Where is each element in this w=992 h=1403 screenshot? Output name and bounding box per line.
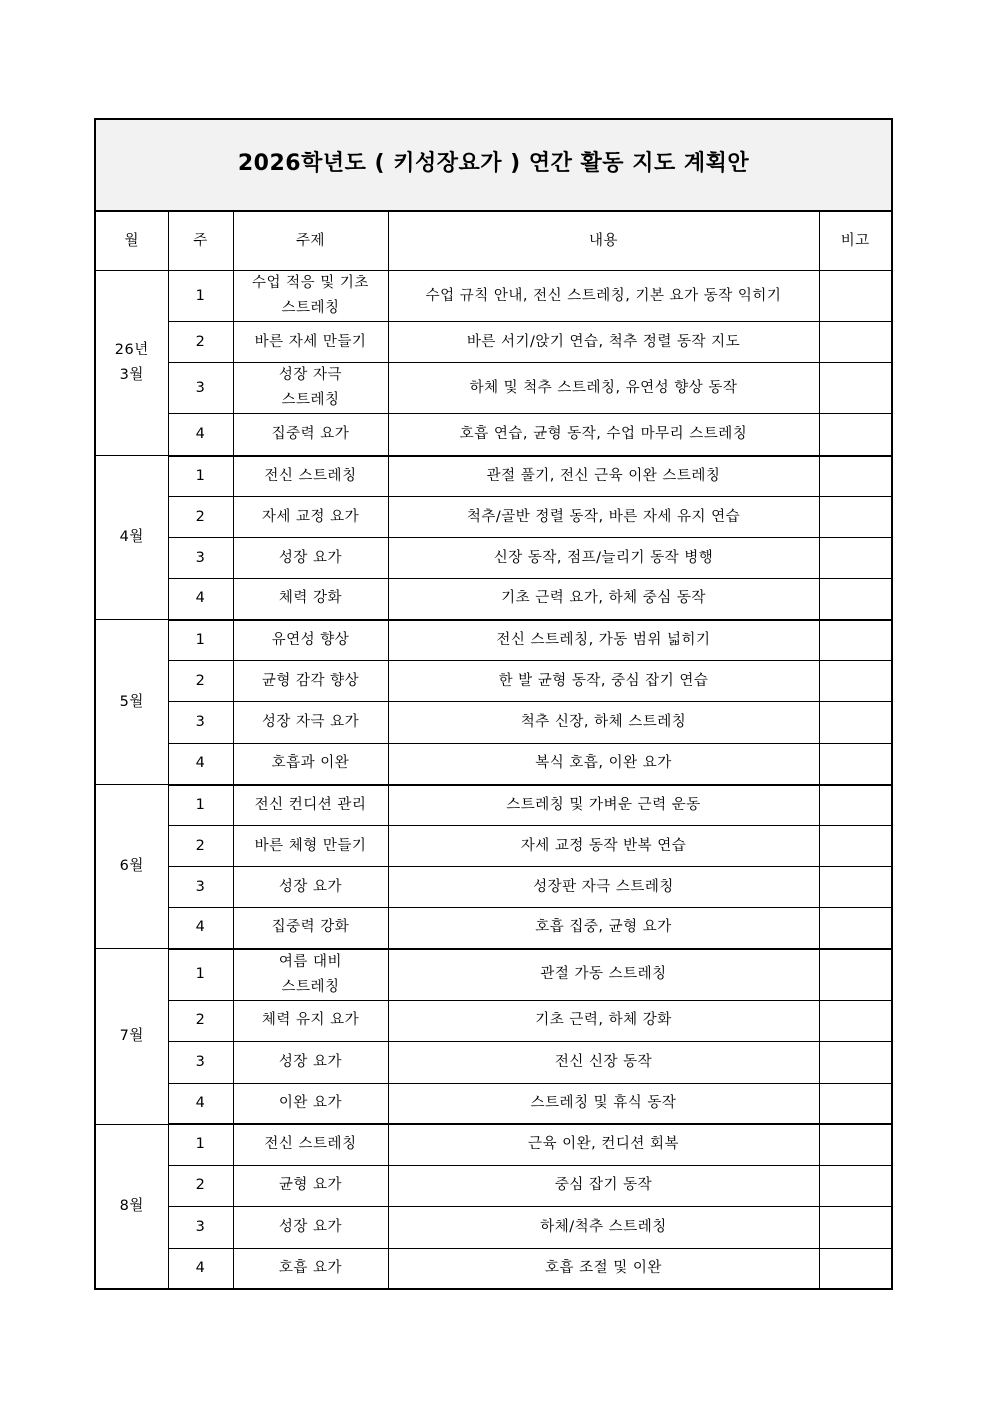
week-cell: 4 — [168, 1083, 233, 1124]
topic-cell: 여름 대비 스트레칭 — [233, 949, 388, 1001]
table-row — [95, 826, 892, 867]
note-cell — [819, 1206, 892, 1248]
topic-cell: 균형 감각 향상 — [233, 661, 388, 702]
topic-cell: 성장 요가 — [233, 1206, 388, 1248]
week-cell: 1 — [168, 1124, 233, 1165]
topic-cell: 바른 자세 만들기 — [233, 322, 388, 363]
week-cell: 1 — [168, 620, 233, 661]
week-cell: 2 — [168, 661, 233, 702]
month-cell: 6월 — [95, 785, 168, 949]
note-cell — [819, 271, 892, 322]
content-cell: 하체/척추 스트레칭 — [388, 1206, 819, 1248]
topic-cell: 이완 요가 — [233, 1083, 388, 1124]
note-cell — [819, 1041, 892, 1083]
week-cell: 1 — [168, 456, 233, 497]
table-row — [95, 363, 892, 414]
table-row — [95, 414, 892, 456]
topic-cell: 전신 스트레칭 — [233, 1124, 388, 1165]
content-cell: 스트레칭 및 휴식 동작 — [388, 1083, 819, 1124]
topic-cell: 성장 자극 요가 — [233, 702, 388, 744]
note-cell — [819, 826, 892, 867]
title-cell — [95, 119, 892, 211]
topic-cell: 성장 자극 스트레칭 — [233, 363, 388, 414]
table-row — [95, 949, 892, 1001]
note-cell — [819, 497, 892, 538]
table-row — [95, 456, 892, 497]
week-cell: 3 — [168, 1206, 233, 1248]
note-cell — [819, 867, 892, 908]
table-row — [95, 908, 892, 949]
topic-cell: 성장 요가 — [233, 867, 388, 908]
content-cell: 복식 호흡, 이완 요가 — [388, 744, 819, 785]
topic-cell: 유연성 향상 — [233, 620, 388, 661]
table-row — [95, 867, 892, 908]
week-cell: 2 — [168, 1000, 233, 1041]
table-row — [95, 1248, 892, 1289]
note-cell — [819, 1000, 892, 1041]
table-row — [95, 1083, 892, 1124]
table-row — [95, 785, 892, 826]
table-row — [95, 497, 892, 538]
content-cell: 스트레칭 및 가벼운 근력 운동 — [388, 785, 819, 826]
week-cell: 4 — [168, 414, 233, 456]
week-cell: 4 — [168, 1248, 233, 1289]
table-row — [95, 744, 892, 785]
content-cell: 신장 동작, 점프/늘리기 동작 병행 — [388, 538, 819, 579]
week-cell: 3 — [168, 702, 233, 744]
note-cell — [819, 949, 892, 1001]
title-row — [95, 119, 892, 211]
note-cell — [819, 538, 892, 579]
header-row — [95, 211, 892, 271]
table-row — [95, 1000, 892, 1041]
content-cell: 관절 가동 스트레칭 — [388, 949, 819, 1001]
table-row — [95, 620, 892, 661]
topic-cell: 호흡 요가 — [233, 1248, 388, 1289]
topic-cell: 집중력 요가 — [233, 414, 388, 456]
note-cell — [819, 702, 892, 744]
note-cell — [819, 456, 892, 497]
content-cell: 전신 스트레칭, 가동 범위 넓히기 — [388, 620, 819, 661]
topic-cell: 균형 요가 — [233, 1165, 388, 1206]
content-cell: 하체 및 척추 스트레칭, 유연성 향상 동작 — [388, 363, 819, 414]
content-cell: 근육 이완, 컨디션 회복 — [388, 1124, 819, 1165]
table-row — [95, 702, 892, 744]
week-cell: 2 — [168, 1165, 233, 1206]
topic-cell: 성장 요가 — [233, 1041, 388, 1083]
annual-plan-table — [94, 118, 893, 1290]
content-cell: 호흡 조절 및 이완 — [388, 1248, 819, 1289]
note-cell — [819, 1248, 892, 1289]
content-cell: 척추/골반 정렬 동작, 바른 자세 유지 연습 — [388, 497, 819, 538]
note-cell — [819, 744, 892, 785]
note-cell — [819, 579, 892, 620]
note-cell — [819, 322, 892, 363]
note-cell — [819, 1083, 892, 1124]
note-cell — [819, 414, 892, 456]
header-week: 주 — [168, 211, 233, 271]
note-cell — [819, 785, 892, 826]
content-cell: 수업 규칙 안내, 전신 스트레칭, 기본 요가 동작 익히기 — [388, 271, 819, 322]
week-cell: 4 — [168, 744, 233, 785]
week-cell: 2 — [168, 497, 233, 538]
month-cell: 8월 — [95, 1124, 168, 1289]
table-row — [95, 538, 892, 579]
topic-cell: 집중력 강화 — [233, 908, 388, 949]
week-cell: 1 — [168, 949, 233, 1001]
topic-cell: 자세 교정 요가 — [233, 497, 388, 538]
note-cell — [819, 1124, 892, 1165]
week-cell: 1 — [168, 271, 233, 322]
table-row — [95, 1124, 892, 1165]
content-cell: 전신 신장 동작 — [388, 1041, 819, 1083]
content-cell: 척추 신장, 하체 스트레칭 — [388, 702, 819, 744]
content-cell: 기초 근력 요가, 하체 중심 동작 — [388, 579, 819, 620]
week-cell: 3 — [168, 363, 233, 414]
month-cell: 7월 — [95, 949, 168, 1125]
document-title: 2026학년도 ( 키성장요가 ) 연간 활동 지도 계획안 — [237, 151, 750, 176]
content-cell: 성장판 자극 스트레칭 — [388, 867, 819, 908]
topic-cell: 수업 적응 및 기초 스트레칭 — [233, 271, 388, 322]
month-cell: 26년 3월 — [95, 271, 168, 456]
week-cell: 4 — [168, 579, 233, 620]
month-cell: 4월 — [95, 456, 168, 620]
note-cell — [819, 908, 892, 949]
topic-cell: 성장 요가 — [233, 538, 388, 579]
table-row — [95, 271, 892, 322]
table-row — [95, 661, 892, 702]
topic-cell: 체력 유지 요가 — [233, 1000, 388, 1041]
header-topic: 주제 — [233, 211, 388, 271]
note-cell — [819, 1165, 892, 1206]
week-cell: 2 — [168, 322, 233, 363]
topic-cell: 호흡과 이완 — [233, 744, 388, 785]
header-content: 내용 — [388, 211, 819, 271]
week-cell: 4 — [168, 908, 233, 949]
content-cell: 호흡 연습, 균형 동작, 수업 마무리 스트레칭 — [388, 414, 819, 456]
note-cell — [819, 661, 892, 702]
content-cell: 자세 교정 동작 반복 연습 — [388, 826, 819, 867]
content-cell: 기초 근력, 하체 강화 — [388, 1000, 819, 1041]
note-cell — [819, 620, 892, 661]
topic-cell: 바른 체형 만들기 — [233, 826, 388, 867]
content-cell: 바른 서기/앉기 연습, 척추 정렬 동작 지도 — [388, 322, 819, 363]
week-cell: 3 — [168, 867, 233, 908]
week-cell: 1 — [168, 785, 233, 826]
content-cell: 한 발 균형 동작, 중심 잡기 연습 — [388, 661, 819, 702]
table-row — [95, 1041, 892, 1083]
week-cell: 3 — [168, 538, 233, 579]
table-row — [95, 1165, 892, 1206]
week-cell: 3 — [168, 1041, 233, 1083]
table-row — [95, 322, 892, 363]
month-cell: 5월 — [95, 620, 168, 785]
header-month: 월 — [95, 211, 168, 271]
content-cell: 관절 풀기, 전신 근육 이완 스트레칭 — [388, 456, 819, 497]
content-cell: 중심 잡기 동작 — [388, 1165, 819, 1206]
table-row — [95, 1206, 892, 1248]
content-cell: 호흡 집중, 균형 요가 — [388, 908, 819, 949]
table-row — [95, 579, 892, 620]
header-note: 비고 — [819, 211, 892, 271]
week-cell: 2 — [168, 826, 233, 867]
topic-cell: 전신 스트레칭 — [233, 456, 388, 497]
topic-cell: 체력 강화 — [233, 579, 388, 620]
note-cell — [819, 363, 892, 414]
topic-cell: 전신 컨디션 관리 — [233, 785, 388, 826]
